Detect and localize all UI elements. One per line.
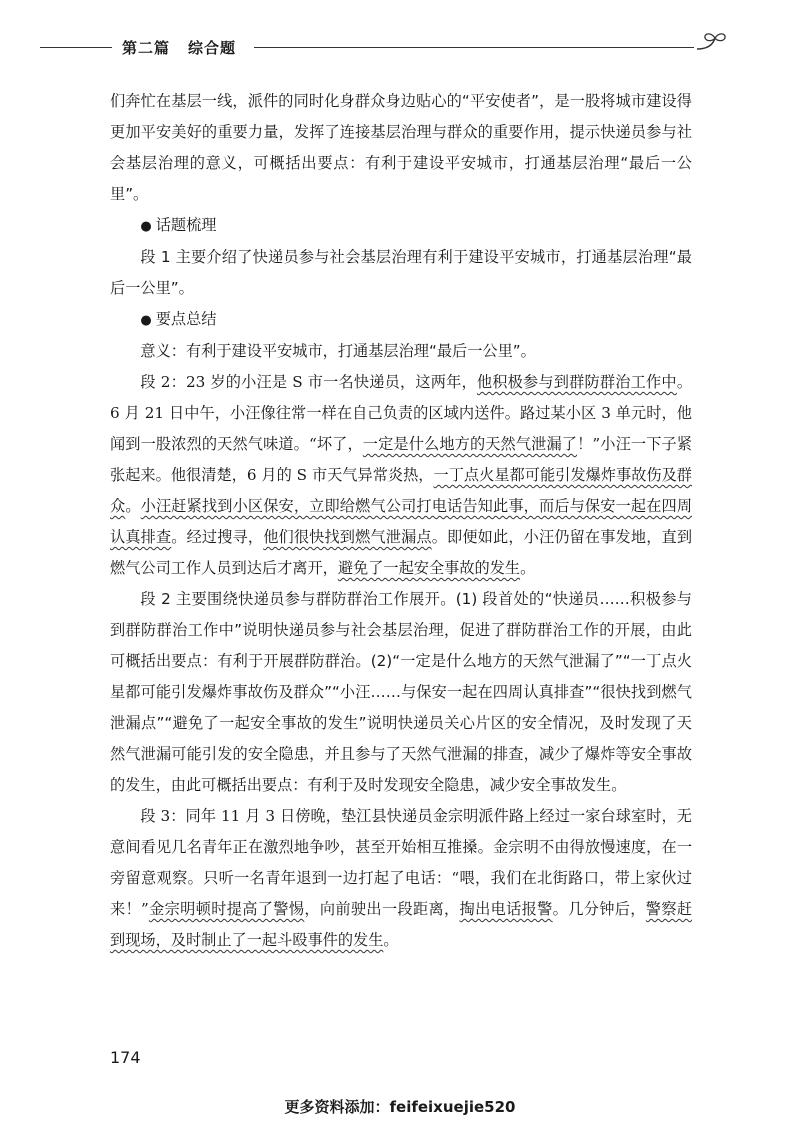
text-segment: ，向前驶出一段距离， <box>304 900 460 918</box>
page-content <box>110 86 692 956</box>
heading-key-points <box>110 304 692 336</box>
text-segment: 。 <box>383 931 399 949</box>
heading-topic-outline <box>110 210 692 242</box>
header-title <box>122 37 254 58</box>
bullet-icon: ● <box>140 219 152 234</box>
text-segment: 。经过搜寻， <box>171 528 264 546</box>
underlined-text: 掏出电话报警 <box>459 900 553 918</box>
underlined-text: 避免了一起安全事故的发生 <box>337 559 521 577</box>
header-part: 第二篇 <box>122 39 171 57</box>
heading-topic-outline-text: 话题梳理 <box>155 216 217 234</box>
text-segment: 。6 月 21 日中午，小汪像往常一样在自己负责的区域内送件。路过某小区 3 单元时，他闻到一股浓烈的天然气味道。“坏了， <box>110 373 692 453</box>
header-section: 综合题 <box>188 39 237 57</box>
paragraph-topic-summary: 段 1 主要介绍了快递员参与社会基层治理有利于建设平安城市，打通基层治理“最后一公里”。 <box>110 248 692 297</box>
text-segment: 。 <box>125 497 141 515</box>
underlined-text: 一定是什么地方的天然气泄漏了 <box>362 435 578 453</box>
text-segment: ！”小汪一下子紧张起来。他很清楚，6 月的 S 市天气异常炎热， <box>110 435 693 484</box>
page-number: 174 <box>110 1048 141 1067</box>
text-segment: 段 2：23 岁的小汪是 S 市一名快递员，这两年， <box>140 373 477 391</box>
underlined-text: 金宗明顿时提高了警惕 <box>148 900 305 918</box>
source-paragraph-2 <box>110 367 692 584</box>
text-segment: 段 3：同年 11 月 3 日傍晚，垫江县快递员金宗明派件路上经过一家台球室时，无意间看见几名青年正在激烈地争吵，甚至开始相互推搡。金宗明不由得放慢速度，在一旁留意观察。只听一名青年退到一边打起了电话：“喂，我们在北街路口，带上家伙过来！” <box>110 807 692 918</box>
source-paragraph-3 <box>110 801 692 956</box>
underlined-text: 一丁点火星都可能引发爆炸事故伤及群众 <box>110 466 692 515</box>
underlined-text: 小汪赶紧找到小区保安，立即给燃气公司打电话告知此事，而后与保安一起在四周认真排查 <box>110 497 693 546</box>
paragraph-continuation: 们奔忙在基层一线，派件的同时化身群众身边贴心的“平安使者”，是一股将城市建设得更加平安美好的重要力量，发挥了连接基层治理与群众的重要作用，提示快递员参与社会基层治理的意义，可概括出要点：有利于建设平安城市，打通基层治理“最后一公里”。 <box>110 92 692 203</box>
text-segment: 。 <box>520 559 536 577</box>
heading-key-points-text: 要点总结 <box>155 310 217 328</box>
footer-note: 更多资料添加：feifeixuejie520 <box>284 1098 516 1116</box>
leaf-icon <box>695 30 729 52</box>
text-segment: 。几分钟后， <box>552 900 646 918</box>
underlined-text: 他积极参与到群防群治工作中 <box>476 373 677 391</box>
paragraph-key-point: 意义：有利于建设平安城市，打通基层治理“最后一公里”。 <box>140 342 536 360</box>
header-rule-left <box>40 47 112 48</box>
paragraph-analysis-2: 段 2 主要围绕快递员参与群防群治工作展开。(1) 段首处的“快递员……积极参与到群防群治工作中”说明快递员参与社会基层治理，促进了群防群治工作的开展，由此可概括出要点：有利于开展群防群治。(2)“一定是什么地方的天然气泄漏了”“一丁点火星都可能引发爆炸事故伤及群众”“小汪……与保安一起在四周认真排查”“很快找到燃气泄漏点”“避免了一起安全事故的发生”说明快递员关心片区的安全情况，及时发现了天然气泄漏可能引发的安全隐患，并且参与了天然气泄漏的排查，减少了爆炸等安全事故的发生，由此可概括出要点：有利于及时发现安全隐患，减少安全事故发生。 <box>110 590 692 794</box>
text-segment: 。即便如此，小汪仍留在事发地，直到燃气公司工作人员到达后才离开， <box>110 528 693 577</box>
underlined-text: 警察赶到现场，及时制止了一起斗殴事件的发生 <box>110 900 693 949</box>
header-rule-right <box>254 47 694 48</box>
underlined-text: 他们很快找到燃气泄漏点 <box>263 528 432 546</box>
bullet-icon: ● <box>140 313 152 328</box>
page-header <box>40 30 740 64</box>
